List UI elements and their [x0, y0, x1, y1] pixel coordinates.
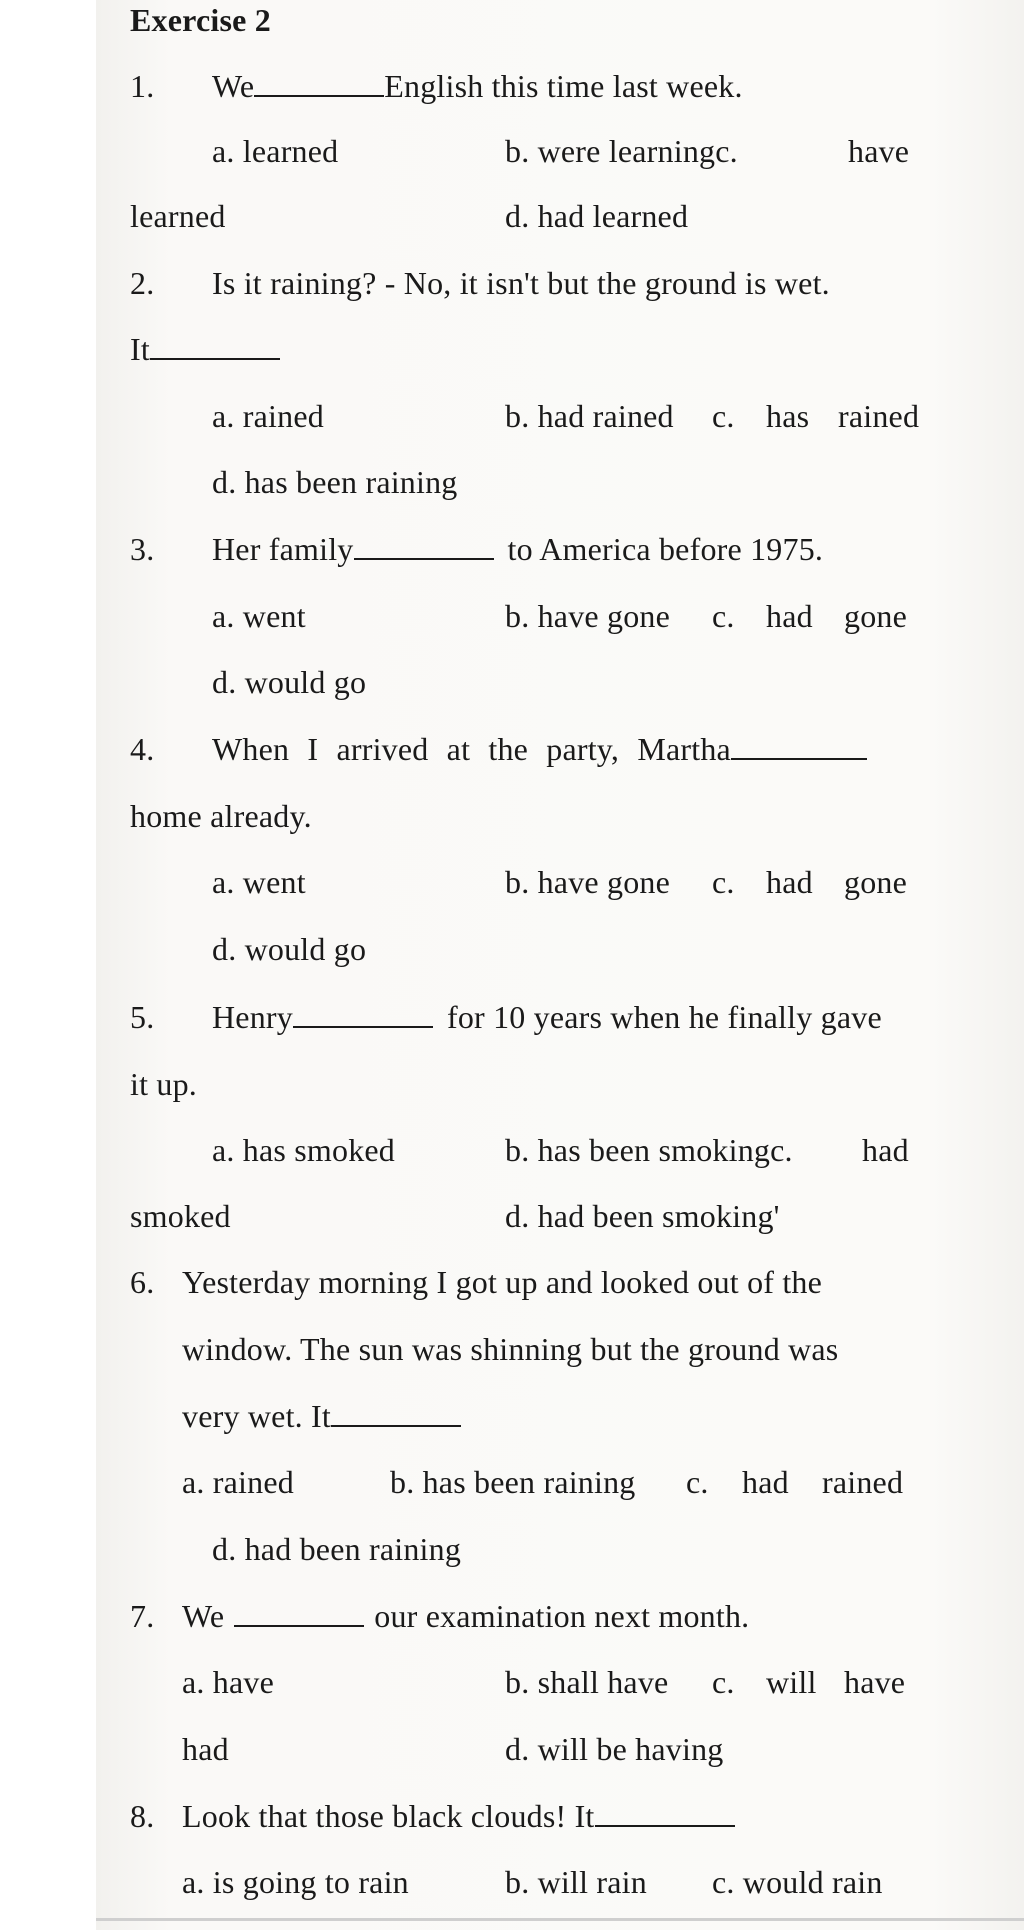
q5-blank[interactable] [293, 1025, 433, 1028]
q7-option-a: a. have [182, 1664, 275, 1700]
q8-option-c: c. would rain [712, 1864, 883, 1900]
q7-stem: We our examination next month. [182, 1598, 750, 1634]
q2-option-c-letter: c. [712, 398, 735, 434]
q7-number: 7. [130, 1598, 155, 1634]
q6-option-d: d. had been raining [212, 1531, 462, 1567]
q2-option-d: d. has been raining [212, 464, 458, 500]
q1-option-c-part1: have [848, 133, 910, 169]
q2-stem-line2: It [130, 333, 280, 365]
q8-option-a: a. is going to rain [182, 1864, 409, 1900]
q4-option-c-letter: c. [712, 864, 735, 900]
q2-option-c-word2: rained [838, 398, 920, 434]
q3-option-a: a. went [212, 598, 306, 634]
q4-option-d: d. would go [212, 931, 367, 967]
q4-stem-line2: home already. [130, 798, 312, 834]
q1-number: 1. [130, 68, 155, 104]
q3-number: 3. [130, 531, 155, 567]
q6-number: 6. [130, 1264, 155, 1300]
q1-option-d: d. had learned [505, 198, 689, 234]
q2-stem: Is it raining? - No, it isn't but the ground is wet. [212, 265, 830, 301]
q4-option-c-word2: gone [844, 864, 908, 900]
q5-option-d: d. had been smoking' [505, 1198, 780, 1234]
q6-stem-line1: Yesterday morning I got up and looked out of the [182, 1264, 823, 1300]
q6-stem-line3: very wet. It [182, 1400, 461, 1432]
q1-option-b: b. were learningc. [505, 133, 738, 169]
q7-option-b: b. shall have [505, 1664, 669, 1700]
q2-number: 2. [130, 265, 155, 301]
q4-option-c-word1: had [766, 864, 813, 900]
q7-option-d: d. will be having [505, 1731, 724, 1767]
q7-option-c-word1: will [766, 1664, 817, 1700]
q5-option-a: a. has smoked [212, 1132, 396, 1168]
q5-stem-line2: it up. [130, 1066, 197, 1102]
q3-option-b: b. have gone [505, 598, 671, 634]
page-bottom-edge [96, 1918, 1024, 1921]
q1-blank[interactable] [254, 94, 384, 97]
q6-option-c-word2: rained [822, 1464, 904, 1500]
q4-option-a: a. went [212, 864, 306, 900]
q4-stem: When I arrived at the party, Martha [212, 733, 867, 765]
q3-option-c-word1: had [766, 598, 813, 634]
q4-option-b: b. have gone [505, 864, 671, 900]
q3-stem: Her family to America before 1975. [212, 531, 824, 567]
q5-stem: Henry for 10 years when he finally gave [212, 999, 882, 1035]
q1-option-a: a. learned [212, 133, 339, 169]
q2-blank[interactable] [150, 357, 280, 360]
q5-option-c-part1: had [862, 1132, 909, 1168]
q7-blank[interactable] [234, 1624, 364, 1627]
q2-option-b: b. had rained [505, 398, 674, 434]
q1-stem: We English this time last week. [212, 68, 743, 104]
q7-option-c-letter: c. [712, 1664, 735, 1700]
exercise-title: Exercise 2 [130, 2, 271, 38]
q3-option-c-letter: c. [712, 598, 735, 634]
q8-stem: Look that those black clouds! It [182, 1800, 735, 1832]
q6-stem-line2: window. The sun was shinning but the ground was [182, 1331, 839, 1367]
q5-option-c-part2: smoked [130, 1198, 231, 1234]
q6-option-c-letter: c. [686, 1464, 709, 1500]
q2-option-a: a. rained [212, 398, 324, 434]
q8-option-b: b. will rain [505, 1864, 647, 1900]
q1-option-c-part2: learned [130, 198, 226, 234]
q5-number: 5. [130, 999, 155, 1035]
q5-option-b: b. has been smokingc. [505, 1132, 793, 1168]
q3-option-c-word2: gone [844, 598, 908, 634]
q4-blank[interactable] [731, 757, 867, 760]
q8-blank[interactable] [595, 1824, 735, 1827]
q8-number: 8. [130, 1798, 155, 1834]
q4-number: 4. [130, 731, 155, 767]
q6-option-c-word1: had [742, 1464, 789, 1500]
q3-blank[interactable] [354, 557, 494, 560]
q6-blank[interactable] [331, 1424, 461, 1427]
q2-option-c-word1: has [766, 398, 810, 434]
q7-option-a-continued: had [182, 1731, 229, 1767]
q3-option-d: d. would go [212, 664, 367, 700]
q7-option-c-word2: have [844, 1664, 906, 1700]
q6-option-b: b. has been raining [390, 1464, 636, 1500]
q6-option-a: a. rained [182, 1464, 294, 1500]
